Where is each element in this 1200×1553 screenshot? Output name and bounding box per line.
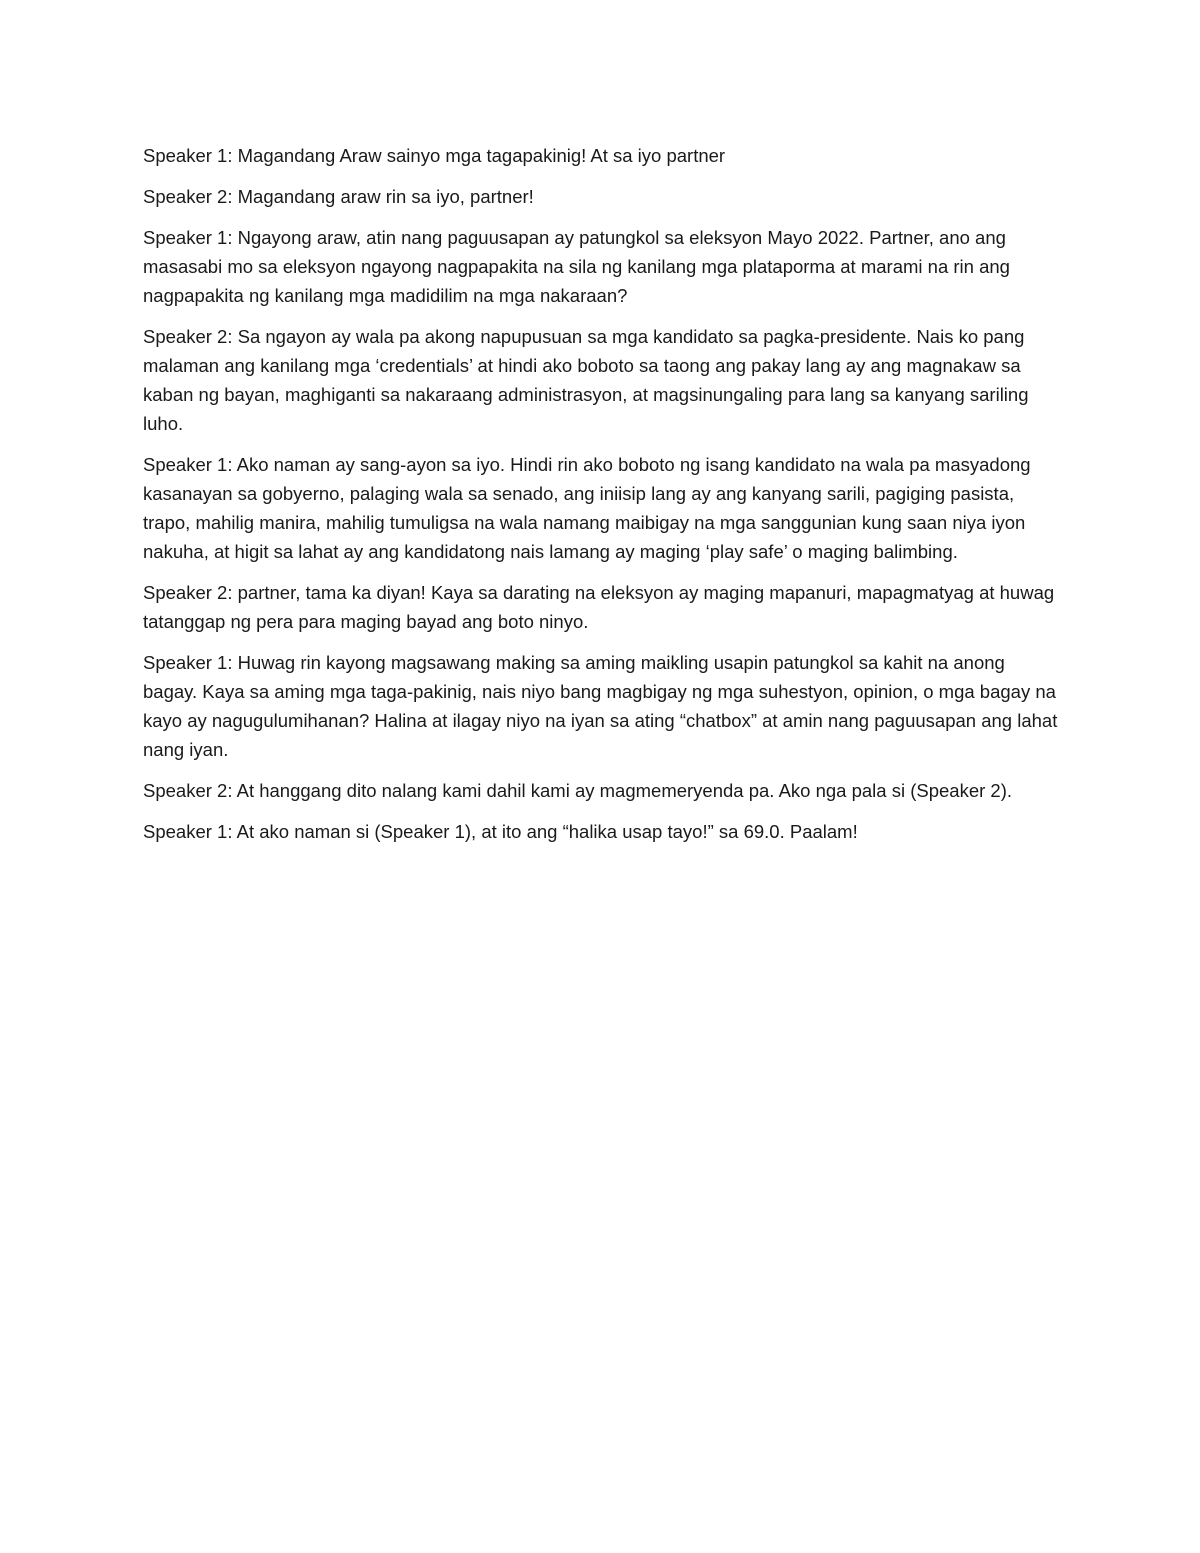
- speaker-label: Speaker 2:: [143, 780, 233, 801]
- transcript-paragraph: [143, 182, 1063, 211]
- paragraph-text: Magandang araw rin sa iyo, partner!: [232, 186, 534, 207]
- transcript: [143, 141, 1063, 858]
- speaker-label: Speaker 2:: [143, 326, 233, 347]
- speaker-label: Speaker 2:: [143, 186, 233, 207]
- transcript-paragraph: [143, 776, 1063, 805]
- paragraph-text: partner, tama ka diyan! Kaya sa darating na eleksyon ay maging mapanuri, mapagmatyag at huwag tatanggap ng pera para maging bayad ang boto ninyo.: [143, 582, 1055, 632]
- paragraph-text: Sa ngayon ay wala pa akong napupusuan sa mga kandidato sa pagka-presidente. Nais ko pang malaman ang kanilang mga ‘credentials’ at hindi ako boboto sa taong ang pakay lang ay ang magnakaw sa kaban ng bayan, maghiganti sa nakaraang administrasyon, at magsinungaling para lang sa kanyang sariling luho.: [143, 326, 1029, 434]
- speaker-label: Speaker 1:: [143, 652, 233, 673]
- transcript-paragraph: [143, 223, 1063, 310]
- paragraph-text: Ako naman ay sang-ayon sa iyo. Hindi rin ako boboto ng isang kandidato na wala pa masyadong kasanayan sa gobyerno, palaging wala sa senado, ang iniisip lang ay ang kanyang sarili, pagiging pasista, trapo, mahilig manira, mahilig tumuligsa na wala namang maibigay na mga sanggunian kung saan niya iyon nakuha, at higit sa lahat ay ang kandidatong nais lamang ay maging ‘play safe’ o maging balimbing.: [143, 454, 1031, 562]
- transcript-paragraph: [143, 648, 1063, 764]
- transcript-paragraph: [143, 817, 1063, 846]
- paragraph-text: Ngayong araw, atin nang paguusapan ay patungkol sa eleksyon Mayo 2022. Partner, ano ang masasabi mo sa eleksyon ngayong nagpapakita na sila ng kanilang mga plataporma at marami na rin ang nagpapakita ng kanilang mga madidilim na mga nakaraan?: [143, 227, 1010, 306]
- paragraph-text: Magandang Araw sainyo mga tagapakinig! At sa iyo partner: [232, 145, 726, 166]
- speaker-label: Speaker 1:: [143, 227, 233, 248]
- transcript-paragraph: [143, 141, 1063, 170]
- transcript-paragraph: [143, 450, 1063, 566]
- speaker-label: Speaker 1:: [143, 145, 233, 166]
- transcript-paragraph: [143, 578, 1063, 636]
- paragraph-text: At hanggang dito nalang kami dahil kami ay magmemeryenda pa. Ako nga pala si (Speaker 2).: [232, 780, 1013, 801]
- transcript-paragraph: [143, 322, 1063, 438]
- speaker-label: Speaker 2:: [143, 582, 233, 603]
- speaker-label: Speaker 1:: [143, 454, 233, 475]
- paragraph-text: At ako naman si (Speaker 1), at ito ang “halika usap tayo!” sa 69.0. Paalam!: [232, 821, 858, 842]
- speaker-label: Speaker 1:: [143, 821, 233, 842]
- paragraph-text: Huwag rin kayong magsawang making sa aming maikling usapin patungkol sa kahit na anong bagay. Kaya sa aming mga taga-pakinig, nais niyo bang magbigay ng mga suhestyon, opinion, o mga bagay na kayo ay nagugulumihanan? Halina at ilagay niyo na iyan sa ating “chatbox” at amin nang paguusapan ang lahat nang iyan.: [143, 652, 1058, 760]
